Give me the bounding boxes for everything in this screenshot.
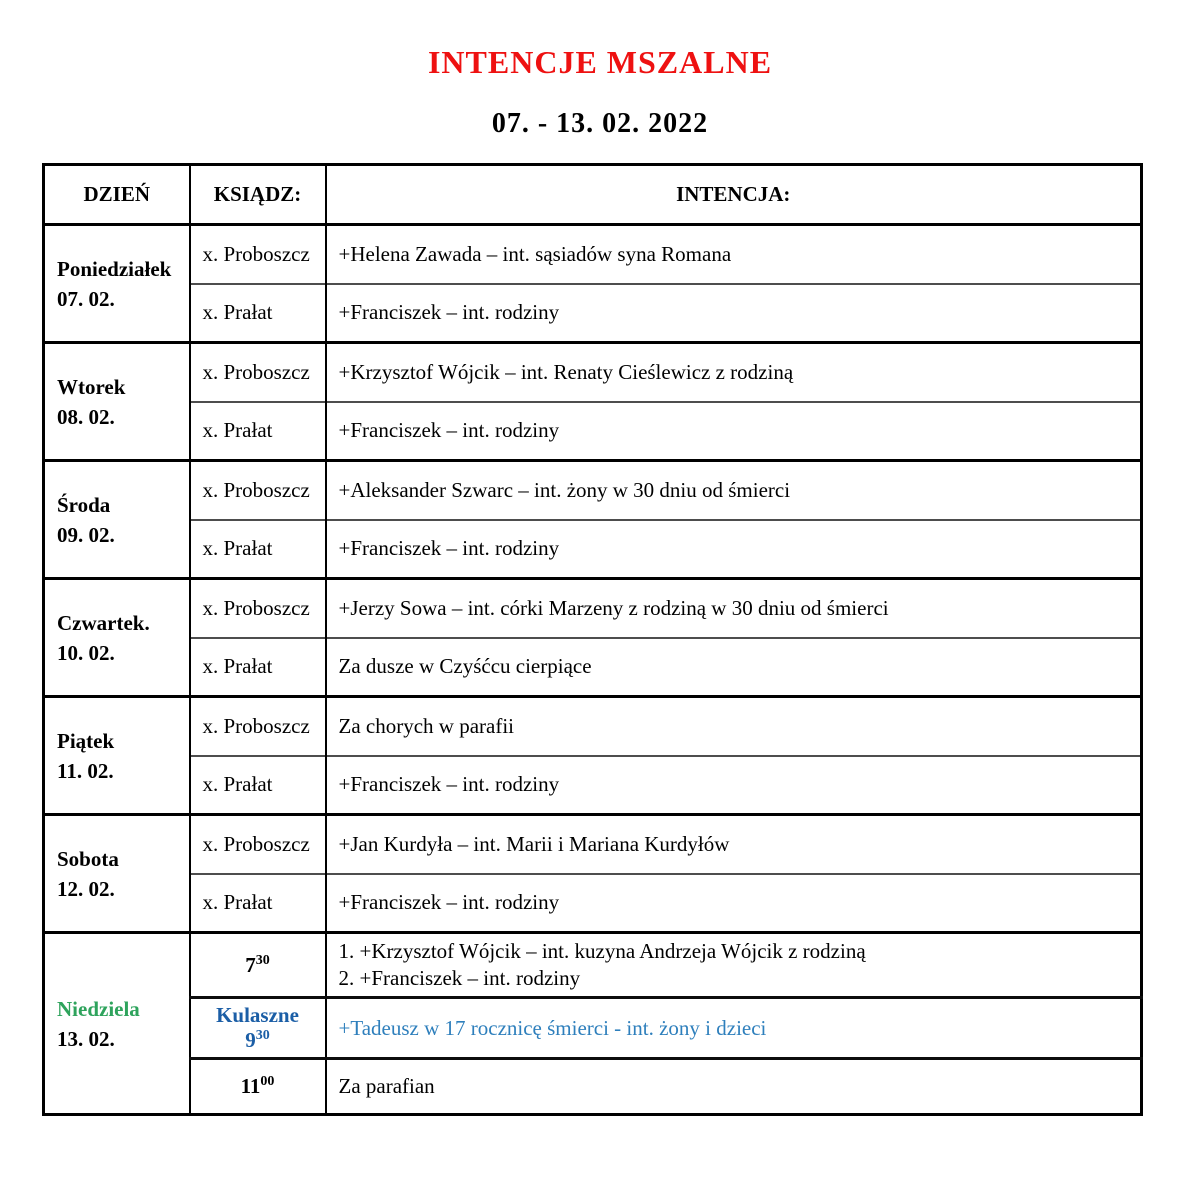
- intention-cell: [326, 815, 1142, 874]
- priest-cell: x. Prałat: [190, 284, 326, 343]
- table-row: [44, 343, 1142, 402]
- priest-cell: x. Prałat: [190, 520, 326, 579]
- day-date: 11. 02.: [57, 758, 114, 783]
- time-label: [199, 1074, 317, 1099]
- intention-line: Za parafian: [338, 1074, 435, 1098]
- day-date: 07. 02.: [57, 286, 115, 311]
- intention-line: +Franciszek – int. rodziny: [338, 536, 560, 561]
- priest-cell: x. Proboszcz: [190, 225, 326, 284]
- table-row: [44, 933, 1142, 998]
- header-day: DZIEŃ: [44, 165, 190, 225]
- intention-line: +Aleksander Szwarc – int. żony w 30 dniu od śmierci: [338, 477, 791, 502]
- day-cell: [44, 343, 190, 461]
- header-intention: INTENCJA:: [326, 165, 1142, 225]
- priest-cell: x. Proboszcz: [190, 815, 326, 874]
- intention-line: +Franciszek – int. rodziny: [338, 300, 560, 325]
- priest-cell: x. Prałat: [190, 756, 326, 815]
- mass-time-cell: [190, 998, 326, 1059]
- priest-cell: x. Prałat: [190, 638, 326, 697]
- intention-line: Za chorych w parafii: [338, 713, 514, 738]
- intention-cell: [326, 461, 1142, 520]
- day-date: 10. 02.: [57, 640, 115, 665]
- table-row: [44, 461, 1142, 520]
- header-row: [44, 165, 1142, 225]
- intention-line: +Krzysztof Wójcik – int. Renaty Cieślewicz z rodziną: [338, 359, 794, 384]
- intention-cell: [326, 998, 1142, 1059]
- time-hour: 7: [245, 952, 256, 977]
- day-name: Wtorek: [57, 374, 126, 399]
- intention-line: +Franciszek – int. rodziny: [338, 890, 560, 915]
- table-row: [44, 998, 1142, 1059]
- place-label: Kulaszne: [216, 1003, 299, 1027]
- priest-cell: x. Proboszcz: [190, 461, 326, 520]
- intention-cell: [326, 284, 1142, 343]
- intention-cell: [326, 933, 1142, 998]
- intention-line: 2. +Franciszek – int. rodziny: [338, 966, 581, 990]
- time-superscript: 30: [255, 1028, 270, 1043]
- intention-line: +Franciszek – int. rodziny: [338, 772, 560, 797]
- day-cell: [44, 461, 190, 579]
- time-superscript: 00: [260, 1074, 275, 1089]
- intention-cell: [326, 874, 1142, 933]
- time-hour: 11: [240, 1074, 261, 1098]
- time-label: [199, 953, 317, 978]
- time-hour: 9: [245, 1028, 256, 1052]
- day-cell: [44, 225, 190, 343]
- table-row: [44, 1059, 1142, 1115]
- priest-cell: x. Proboszcz: [190, 343, 326, 402]
- intention-cell: [326, 343, 1142, 402]
- priest-cell: x. Proboszcz: [190, 579, 326, 638]
- mass-time-cell: [190, 933, 326, 998]
- day-name: Poniedziałek: [57, 256, 172, 281]
- priest-cell: x. Prałat: [190, 402, 326, 461]
- intention-line: +Jerzy Sowa – int. córki Marzeny z rodziną w 30 dniu od śmierci: [338, 595, 889, 620]
- day-date: 13. 02.: [57, 1026, 115, 1051]
- intention-line: Za dusze w Czyśćcu cierpiące: [338, 654, 592, 679]
- day-date: 08. 02.: [57, 404, 115, 429]
- intentions-table: [42, 163, 1143, 1116]
- table-row: [44, 579, 1142, 638]
- intention-line: 1. +Krzysztof Wójcik – int. kuzyna Andrzeja Wójcik z rodziną: [338, 939, 866, 963]
- intention-cell: [326, 1059, 1142, 1115]
- mass-time-cell: [190, 1059, 326, 1115]
- intention-cell: [326, 225, 1142, 284]
- table-row: [44, 638, 1142, 697]
- table-row: [44, 697, 1142, 756]
- table-row: [44, 756, 1142, 815]
- day-name: Czwartek.: [57, 610, 150, 635]
- intention-cell: [326, 638, 1142, 697]
- day-cell: [44, 933, 190, 1115]
- intention-line: +Franciszek – int. rodziny: [338, 418, 560, 443]
- date-range: 07. - 13. 02. 2022: [491, 108, 709, 139]
- header-priest: KSIĄDZ:: [190, 165, 326, 225]
- priest-cell: x. Proboszcz: [190, 697, 326, 756]
- intention-cell: [326, 756, 1142, 815]
- table-row: [44, 284, 1142, 343]
- day-name: Niedziela: [57, 996, 140, 1021]
- intention-cell: [326, 402, 1142, 461]
- day-date: 09. 02.: [57, 522, 115, 547]
- intention-cell: [326, 520, 1142, 579]
- day-name: Sobota: [57, 846, 119, 871]
- intention-cell: [326, 579, 1142, 638]
- priest-cell: x. Prałat: [190, 874, 326, 933]
- intention-line: +Helena Zawada – int. sąsiadów syna Romana: [338, 241, 732, 266]
- day-date: 12. 02.: [57, 876, 115, 901]
- time-superscript: 30: [255, 952, 270, 968]
- intention-line: +Jan Kurdyła – int. Marii i Mariana Kurdyłów: [338, 831, 730, 856]
- page-title: INTENCJE MSZALNE: [427, 44, 773, 80]
- day-cell: [44, 697, 190, 815]
- intention-cell: [326, 697, 1142, 756]
- table-row: [44, 225, 1142, 284]
- table-row: [44, 874, 1142, 933]
- table-row: [44, 815, 1142, 874]
- day-cell: [44, 579, 190, 697]
- day-name: Środa: [57, 492, 111, 517]
- time-label: [199, 1028, 317, 1053]
- table-row: [44, 402, 1142, 461]
- day-name: Piątek: [57, 728, 115, 753]
- table-row: [44, 520, 1142, 579]
- intention-line: +Tadeusz w 17 rocznicę śmierci - int. żony i dzieci: [338, 1015, 767, 1040]
- day-cell: [44, 815, 190, 933]
